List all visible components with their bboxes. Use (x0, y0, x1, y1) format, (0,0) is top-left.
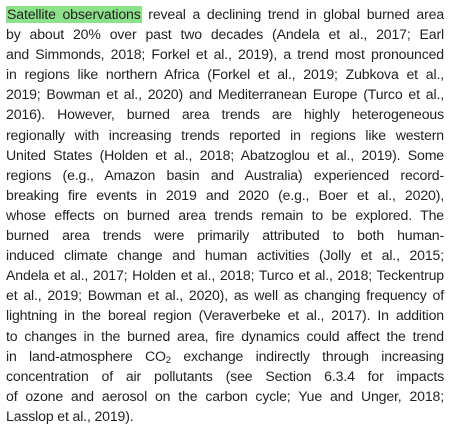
text-line: 2019; Bowman et al., 2020) and Mediterranean Europe (Turco et al., (6, 86, 444, 103)
text-line: regions (e.g., Amazon basin and Australia) experienced record- (6, 166, 444, 183)
co2-suffix: exchange indirectly through increasing (170, 347, 444, 364)
text-line: whose effects on burned area trends remain to be explored. The (6, 206, 444, 223)
text-line: regionally with increasing trends reported in regions like western (6, 126, 444, 143)
text-line: et al., 2019; Bowman et al., 2020), as well as changing frequency of (6, 287, 444, 304)
text-line: Lasslop et al., 2019). (6, 407, 134, 424)
text-line: United States (Holden et al., 2018; Abatzoglou et al., 2019). Some (6, 146, 444, 163)
co2-subscript: 2 (165, 354, 171, 366)
text-line: concentration of air pollutants (see Section 6.3.4 for impacts (6, 367, 444, 384)
text-line (6, 4, 444, 24)
text-line: in regions like northern Africa (Forkel et al., 2019; Zubkova et al., (6, 66, 444, 83)
text-line: Andela et al., 2017; Holden et al., 2018; Turco et al., 2018; Teckentrup (6, 267, 444, 284)
text-line-content: reveal a declining trend in global burned area (141, 6, 445, 22)
co2-prefix: in land-atmosphere CO (6, 347, 166, 364)
text-line: breaking fire events in 2019 and 2020 (e.g., Boer et al., 2020), (6, 186, 444, 203)
text-line: induced climate change and human activities (Jolly et al., 2015; (6, 247, 444, 264)
highlighted-text[interactable]: Satellite observations (7, 6, 141, 22)
text-line: by about 20% over past two decades (Andela et al., 2017; Earl (6, 26, 444, 43)
text-line: burned area trends were primarily attributed to both human- (6, 227, 444, 244)
text-line: of ozone and aerosol on the carbon cycle; Yue and Unger, 2018; (6, 387, 444, 404)
text-line: to changes in the burned area, fire dynamics could affect the trend (6, 327, 444, 344)
text-line-co2 (6, 346, 444, 366)
body-paragraph (6, 4, 444, 426)
text-line: lightning in the boreal region (Veraverbeke et al., 2017). In addition (6, 307, 444, 324)
text-line: and Simmonds, 2018; Forkel et al., 2019), a trend most pronounced (6, 46, 444, 63)
text-line: 2016). However, burned area trends are highly heterogeneous (6, 106, 444, 123)
